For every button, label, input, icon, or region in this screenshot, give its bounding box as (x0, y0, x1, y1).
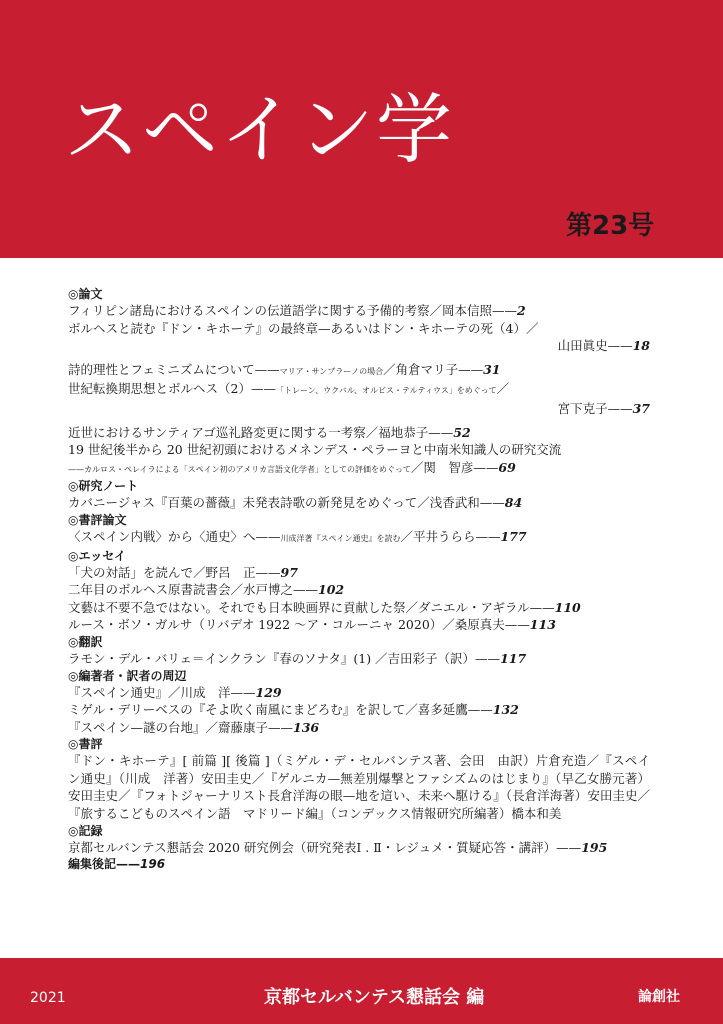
toc-entry: 近世におけるサンティアゴ巡礼路変更に関する一考察／福地恭子——52 (68, 424, 471, 440)
toc-entry: 「犬の対話」を読んで／野呂 正——97 (68, 564, 298, 580)
toc-entry: 二年目のボルヘス原書読書会／水戸博之——102 (68, 582, 345, 598)
toc-entry: 文藝は不要不急ではない。それでも日本映画界に貢献した祭／ダニエル・アギラル——110 (68, 599, 581, 615)
table-of-contents (68, 286, 650, 872)
section-heading-honyaku: ◎翻訳 (68, 634, 103, 649)
section-heading-essay: ◎エッセイ (68, 548, 126, 563)
toc-entry: 『スペイン—謎の台地』／齋藤康子——136 (68, 719, 320, 735)
toc-entry-author: 宮下克子——37 (557, 400, 650, 416)
toc-entry-subtitle: ——カルロス・ペレイラによる「スペイン初のアメリカ言語文化学者」としての評価をめぐって／関 智彦——69 (68, 459, 516, 475)
issue-number: 第23号 (566, 211, 655, 241)
section-heading-note: ◎研究ノート (68, 479, 139, 494)
publication-year: 2021 (30, 990, 66, 1006)
journal-title: スペイン学 (64, 85, 454, 174)
toc-entry: ラモン・デル・バリェ＝インクラン『春のソナタ』(1) ／吉田彩子（訳）——117 (68, 650, 527, 666)
toc-entry: 京都セルバンテス懇話会 2020 研究例会（研究発表Ⅰ . Ⅱ・レジュメ・質疑応答・講評）——195 (68, 839, 608, 855)
editor-credit: 京都セルバンテス懇話会 編 (264, 987, 485, 1008)
toc-entry: ミゲル・デリーベスの『そよ吹く南風にまどろむ』を訳して／喜多延鷹——132 (68, 702, 519, 718)
section-heading-shuhen: ◎編著者・訳者の周辺 (68, 668, 187, 683)
section-heading-shohyo-ronbun: ◎書評論文 (68, 512, 127, 527)
toc-entry: カバニージャス『百葉の薔薇』未発表詩歌の新発見をめぐって／浅香武和——84 (68, 495, 523, 511)
toc-entry: 『スペイン通史』／川成 洋——129 (68, 684, 282, 700)
publisher-name: 論創社 (638, 989, 680, 1005)
toc-entry: フィリピン諸島におけるスペインの伝道語学に関する予備的考察／岡本信照——2 (68, 303, 526, 318)
toc-entry: 〈スペイン内戦〉から〈通史〉へ——川成洋著『スペイン通史』を読む／平井うらら——177 (68, 528, 527, 544)
section-heading-shohyo: ◎書評 (68, 737, 103, 752)
toc-entry: ルース・ボソ・ガルサ（リバデオ 1922 ～ア・コルーニャ 2020）／桑原真夫——113 (68, 617, 556, 633)
section-heading-ronbun: ◎論文 (68, 287, 103, 301)
toc-entry: 19 世紀後半から 20 世紀初頭におけるメネンデス・ペラーヨと中南米知識人の研究交流 (68, 442, 562, 458)
toc-entry: 世紀転換期思想とボルヘス（2）——「トレーン、ウクバル、オルビス・テルティウス」をめぐって／ (68, 381, 510, 397)
toc-postscript: 編集後記——196 (68, 857, 166, 872)
toc-entry: ボルヘスと読む『ドン・キホーテ』の最終章—あるいはドン・キホーテの死（4）／ (68, 320, 539, 336)
toc-entry: 詩的理性とフェミニズムについて——マリア・サンブラーノの場合／角倉マリ子——31 (68, 361, 501, 377)
toc-review-list: 『ドン・キホーテ』[ 前篇 ][ 後篇 ]（ミゲル・デ・セルバンテス著、会田 由訳）片倉充造／『スペイン通史』（川成 洋著）安田圭史／『ゲルニカ—無差別爆撃とファシズムのはじまり』（早乙女勝元著）安田圭史／『フォトジャーナリスト長倉洋海の眼—地を這い、未来へ駆ける』（長倉洋海著）安田圭史／『旅するこどものスペイン語 マドリード編』（コンデックス情報研究所編著）橋本和美 (68, 753, 650, 822)
toc-entry-author: 山田眞史——18 (557, 338, 650, 354)
section-heading-kiroku: ◎記録 (68, 823, 103, 838)
